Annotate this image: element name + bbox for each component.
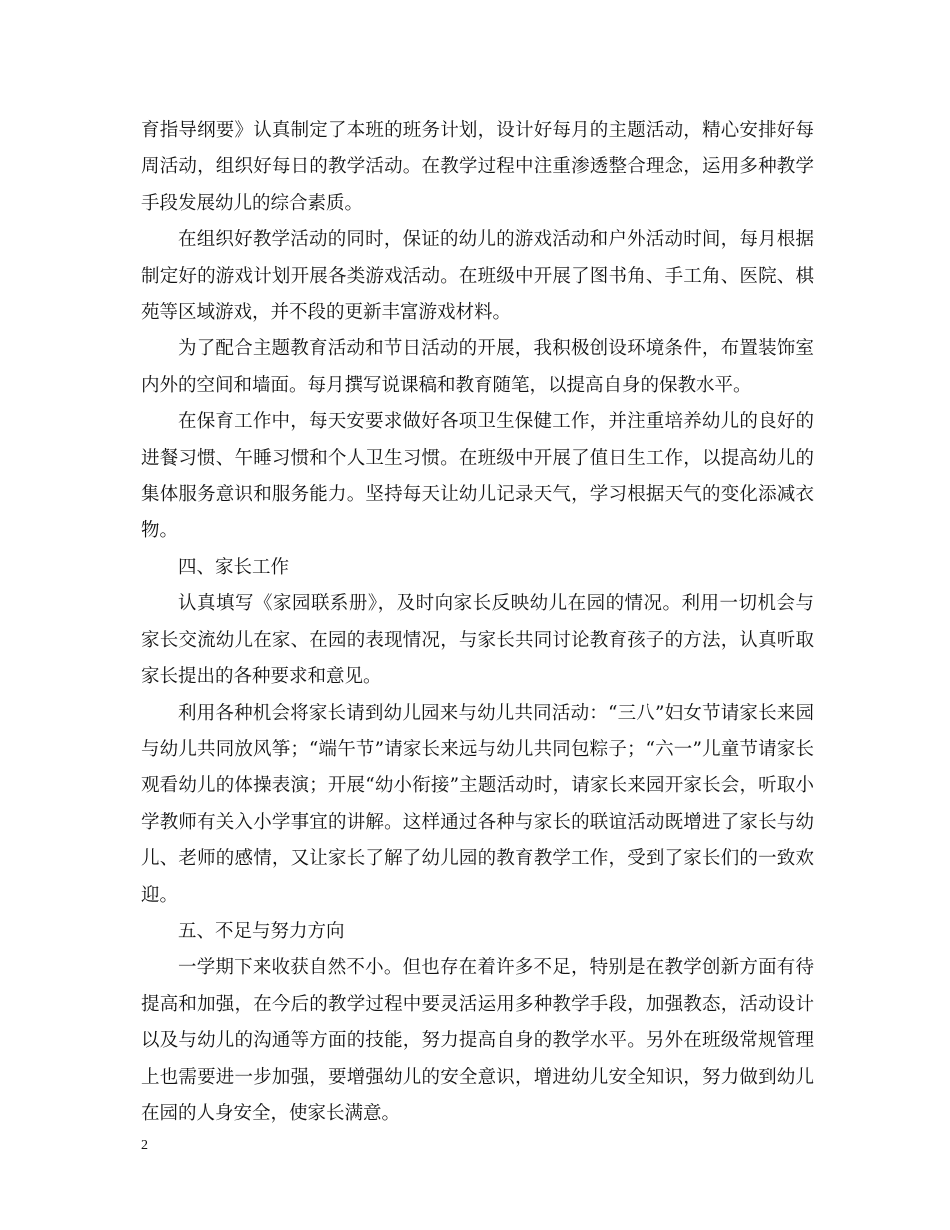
paragraph-5: 认真填写《家园联系册》，及时向家长反映幼儿在园的情况。利用一切机会与家长交流幼儿在家、在园的表现情况，与家长共同讨论教育孩子的方法，认真听取家长提出的各种要求和意见。 — [141, 593, 814, 688]
section-heading-shortcomings: 五、不足与努力方向 — [178, 920, 345, 942]
paragraph-1: 育指导纲要》认真制定了本班的班务计划，设计好每月的主题活动，精心安排好每周活动，组织好每日的教学活动。在教学过程中注重渗透整合理念，运用多种教学手段发展幼儿的综合素质。 — [141, 120, 814, 214]
paragraph-7: 一学期下来收获自然不小。但也存在着许多不足，特别是在教学创新方面有待提高和加强，在今后的教学过程中要灵活运用多种教学手段，加强教态，活动设计以及与幼儿的沟通等方面的技能，努力提高自身的教学水平。另外在班级常规管理上也需要进一步加强，要增强幼儿的安全意识，增进幼儿安全知识，努力做到幼儿在园的人身安全，使家长满意。 — [141, 957, 814, 1124]
paragraph-6: 利用各种机会将家长请到幼儿园来与幼儿共同活动：“三八”妇女节请家长来园与幼儿共同放风筝；“端午节”请家长来远与幼儿共同包粽子；“六一”儿童节请家长观看幼儿的体操表演；开展“幼小衔接”主题活动时，请家长来园开家长会，听取小学教师有关入小学事宜的讲解。这样通过各种与家长的联谊活动既增进了家长与幼儿、老师的感情，又让家长了解了幼儿园的教育教学工作，受到了家长们的一致欢迎。 — [141, 702, 814, 906]
page-number: 2 — [141, 1138, 148, 1153]
section-heading-parent-work: 四、家长工作 — [178, 556, 290, 578]
paragraph-3: 为了配合主题教育活动和节日活动的开展，我积极创设环境条件，布置装饰室内外的空间和墙面。每月撰写说课稿和教育随笔，以提高自身的保教水平。 — [141, 338, 814, 396]
paragraph-2: 在组织好教学活动的同时，保证的幼儿的游戏活动和户外活动时间，每月根据制定好的游戏计划开展各类游戏活动。在班级中开展了图书角、手工角、医院、棋苑等区域游戏，并不段的更新丰富游戏材料。 — [141, 229, 814, 324]
document-body — [141, 113, 814, 1132]
paragraph-4: 在保育工作中，每天安要求做好各项卫生保健工作，并注重培养幼儿的良好的进餐习惯、午睡习惯和个人卫生习惯。在班级中开展了值日生工作，以提高幼儿的集体服务意识和服务能力。坚持每天让幼儿记录天气，学习根据天气的变化添减衣物。 — [141, 411, 814, 542]
